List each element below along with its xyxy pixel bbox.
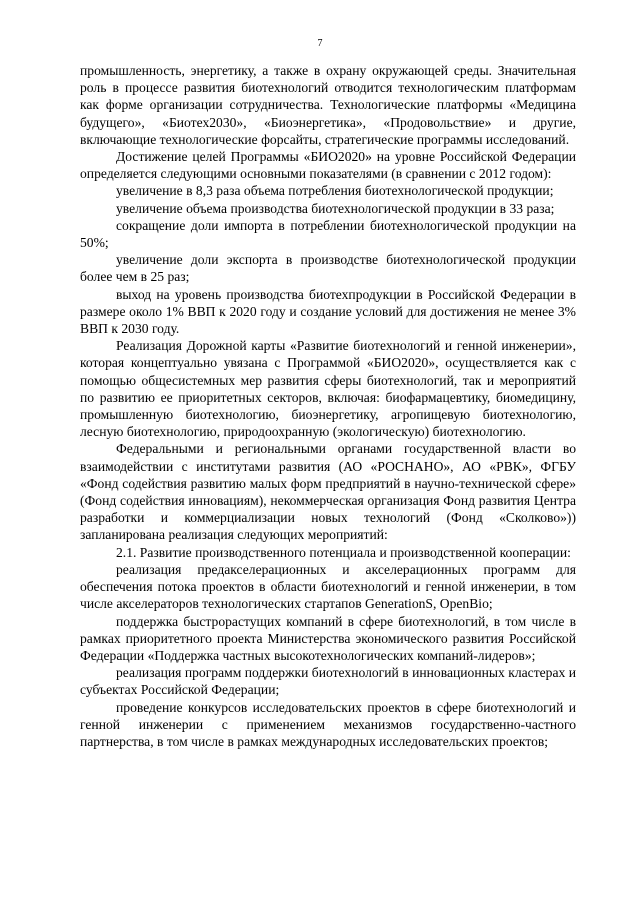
paragraph: Достижение целей Программы «БИО2020» на уровне Российской Федерации определяется следующими основными показателями (в сравнении с 2012 годом): bbox=[80, 149, 576, 182]
document-body bbox=[80, 62, 576, 750]
paragraph: поддержка быстрорастущих компаний в сфере биотехнологий, в том числе в рамках приоритетного проекта Министерства экономического развития Российской Федерации «Поддержка частных высокотехнологических компаний-лидеров»; bbox=[80, 613, 576, 663]
paragraph: 2.1. Развитие производственного потенциала и производственной кооперации: bbox=[116, 544, 571, 560]
paragraph: увеличение в 8,3 раза объема потребления биотехнологической продукции; bbox=[116, 183, 554, 199]
paragraph: промышленность, энергетику, а также в охрану окружающей среды. Значительная роль в процессе развития биотехнологий отводится технологическим платформам как форме организации сотрудничества. Технологические платформы «Медицина будущего», «Биотех2030», «Биоэнергетика», «Продовольствие» и другие, включающие технологические форсайты, стратегические программы исследований. bbox=[80, 63, 576, 147]
paragraph: проведение конкурсов исследовательских проектов в сфере биотехнологий и генной инженерии с применением механизмов государственно-частного партнерства, в том числе в рамках международных исследовательских проектов; bbox=[80, 699, 576, 749]
paragraph: сокращение доли импорта в потреблении биотехнологической продукции на 50%; bbox=[80, 217, 576, 251]
paragraph: увеличение доли экспорта в производстве биотехнологической продукции более чем в 25 раз; bbox=[80, 252, 576, 285]
paragraph: реализация программ поддержки биотехнологий в инновационных кластерах и субъектах Российской Федерации; bbox=[80, 665, 576, 698]
paragraph: увеличение объема производства биотехнологической продукции в 33 раза; bbox=[116, 200, 555, 216]
page-number: 7 bbox=[317, 38, 323, 49]
paragraph: выход на уровень производства биотехпродукции в Российской Федерации в размере около 1% ВВП к 2020 году и создание условий для достижения не менее 3% ВВП к 2030 году. bbox=[80, 286, 576, 337]
paragraph: Федеральными и региональными органами государственной власти во взаимодействии с институтами развития (АО «РОСНАНО», АО «РВК», ФГБУ «Фонд содействия развитию малых форм предприятий в научно-технической сфере» (Фонд содействия инновациям), некоммерческая организация Фонд развития Центра разработки и коммерциализации новых технологий (Фонд «Сколково»)) запланирована реализация следующих мероприятий: bbox=[80, 441, 576, 543]
paragraph: Реализация Дорожной карты «Развитие биотехнологий и генной инженерии», которая концептуально увязана с Программой «БИО2020», осуществляется как с помощью общесистемных мер развития сферы биотехнологий, так и мероприятий по развитию ее приоритетных секторов, включая: биофармацевтику, биомедицину, промышленную биотехнологию, биоэнергетику, агропищевую биотехнологию, лесную биотехнологию, природоохранную (экологическую) биотехнологию. bbox=[80, 338, 576, 440]
paragraph: реализация предакселерационных и акселерационных программ для обеспечения потока проектов в области биотехнологий и генной инженерии, в том числе акселераторов технологических стартапов GenerationS, OpenBio; bbox=[80, 561, 576, 612]
